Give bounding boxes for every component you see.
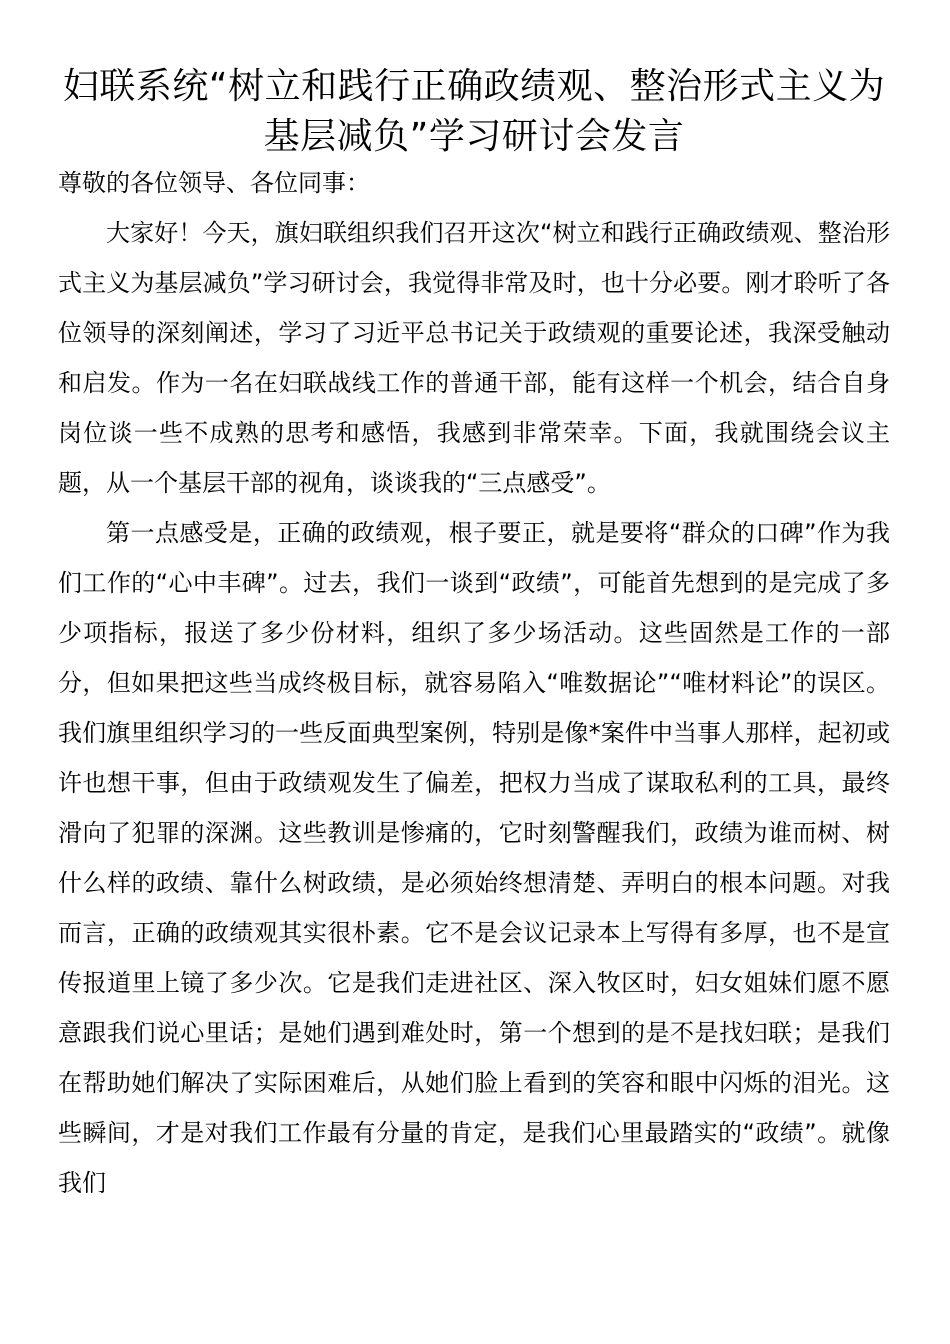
title-line-1: 妇联系统“树立和践行正确政绩观、整治形式主义为 xyxy=(62,66,886,107)
paragraph-opening: 大家好！今天，旗妇联组织我们召开这次“树立和践行正确政绩观、整治形式主义为基层减负”学习研讨会，我觉得非常及时，也十分必要。刚才聆听了各位领导的深刻阐述，学习了习近平总书记关于政绩观的重要论述，我深受触动和启发。作为一名在妇联战线工作的普通干部，能有这样一个机会，结合自身岗位谈一些不成熟的思考和感悟，我感到非常荣幸。下面，我就围绕会议主题，从一个基层干部的视角，谈谈我的“三点感受”。 xyxy=(58,219,890,497)
paragraph-first-point: 第一点感受是，正确的政绩观，根子要正，就是要将“群众的口碑”作为我们工作的“心中丰碑”。过去，我们一谈到“政绩”，可能首先想到的是完成了多少项指标，报送了多少份材料，组织了多少场活动。这些固然是工作的一部分，但如果把这些当成终极目标，就容易陷入“唯数据论”“唯材料论”的误区。我们旗里组织学习的一些反面典型案例，特别是像*案件中当事人那样，起初或许也想干事，但由于政绩观发生了偏差，把权力当成了谋取私利的工具，最终滑向了犯罪的深渊。这些教训是惨痛的，它时刻警醒我们，政绩为谁而树、树什么样的政绩、靠什么树政绩，是必须始终想清楚、弄明白的根本问题。对我而言，正确的政绩观其实很朴素。它不是会议记录本上写得有多厚，也不是宣传报道里上镜了多少次。它是我们走进社区、深入牧区时，妇女姐妹们愿不愿意跟我们说心里话；是她们遇到难处时，第一个想到的是不是找妇联；是我们在帮助她们解决了实际困难后，从她们脸上看到的笑容和眼中闪烁的泪光。这些瞬间，才是对我们工作最有分量的肯定，是我们心里最踏实的“政绩”。就像我们 xyxy=(58,519,890,1197)
document-title xyxy=(58,62,890,162)
document-page xyxy=(58,62,890,1208)
title-line-2: 基层减负”学习研讨会发言 xyxy=(263,116,685,157)
salutation: 尊敬的各位领导、各位同事： xyxy=(58,169,370,197)
